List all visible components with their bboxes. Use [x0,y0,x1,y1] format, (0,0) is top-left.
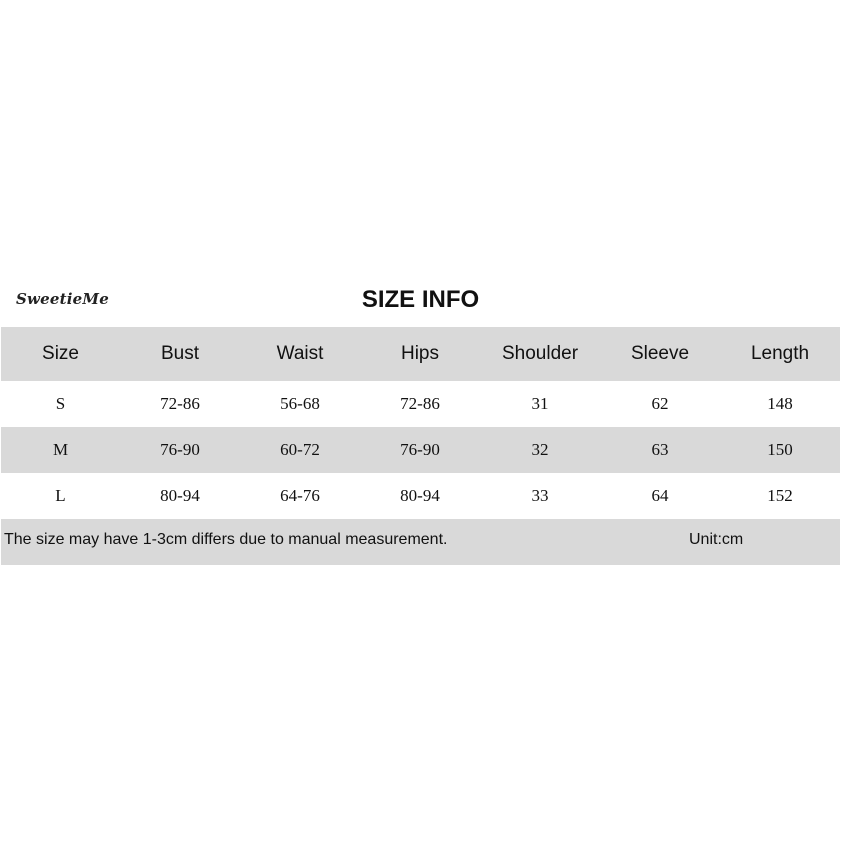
table-cell: 33 [531,486,549,505]
table-cell: 64-76 [280,486,320,505]
table-cell: 62 [651,394,669,413]
table-cell: 80-94 [400,486,440,505]
table-cell: 31 [531,394,549,413]
table-cell: 60-72 [280,440,320,459]
table-cell: 56-68 [280,394,320,413]
table-row-l [1,473,840,519]
table-cell: 152 [767,486,793,505]
column-header-bust: Bust [160,343,200,364]
column-header-sleeve: Sleeve [630,343,690,364]
table-cell: M [52,440,69,459]
brand-logo: SweetieMe [16,290,109,308]
table-row-m [1,427,840,473]
table-cell: 148 [767,394,793,413]
column-header-waist: Waist [276,343,324,364]
table-cell: 32 [531,440,549,459]
size-table [1,327,840,519]
column-header-size: Size [42,343,79,364]
table-cell: 64 [651,486,669,505]
table-cell: 76-90 [400,440,440,459]
table-cell: L [55,486,66,505]
measurement-note: The size may have 1-3cm differs due to manual measurement. [4,531,448,548]
footer-bar [1,519,840,565]
column-header-hips: Hips [400,343,439,364]
column-header-shoulder: Shoulder [501,343,579,364]
table-cell: 63 [651,440,669,459]
page-title: SIZE INFO [361,286,480,313]
table-cell: 72-86 [160,394,200,413]
table-cell: S [55,394,66,413]
table-header-row [1,327,840,381]
table-cell: 150 [767,440,793,459]
unit-label: Unit:cm [689,531,744,548]
table-row-s [1,381,840,427]
column-header-length: Length [750,343,810,364]
table-cell: 72-86 [400,394,440,413]
table-cell: 80-94 [160,486,200,505]
table-cell: 76-90 [160,440,200,459]
